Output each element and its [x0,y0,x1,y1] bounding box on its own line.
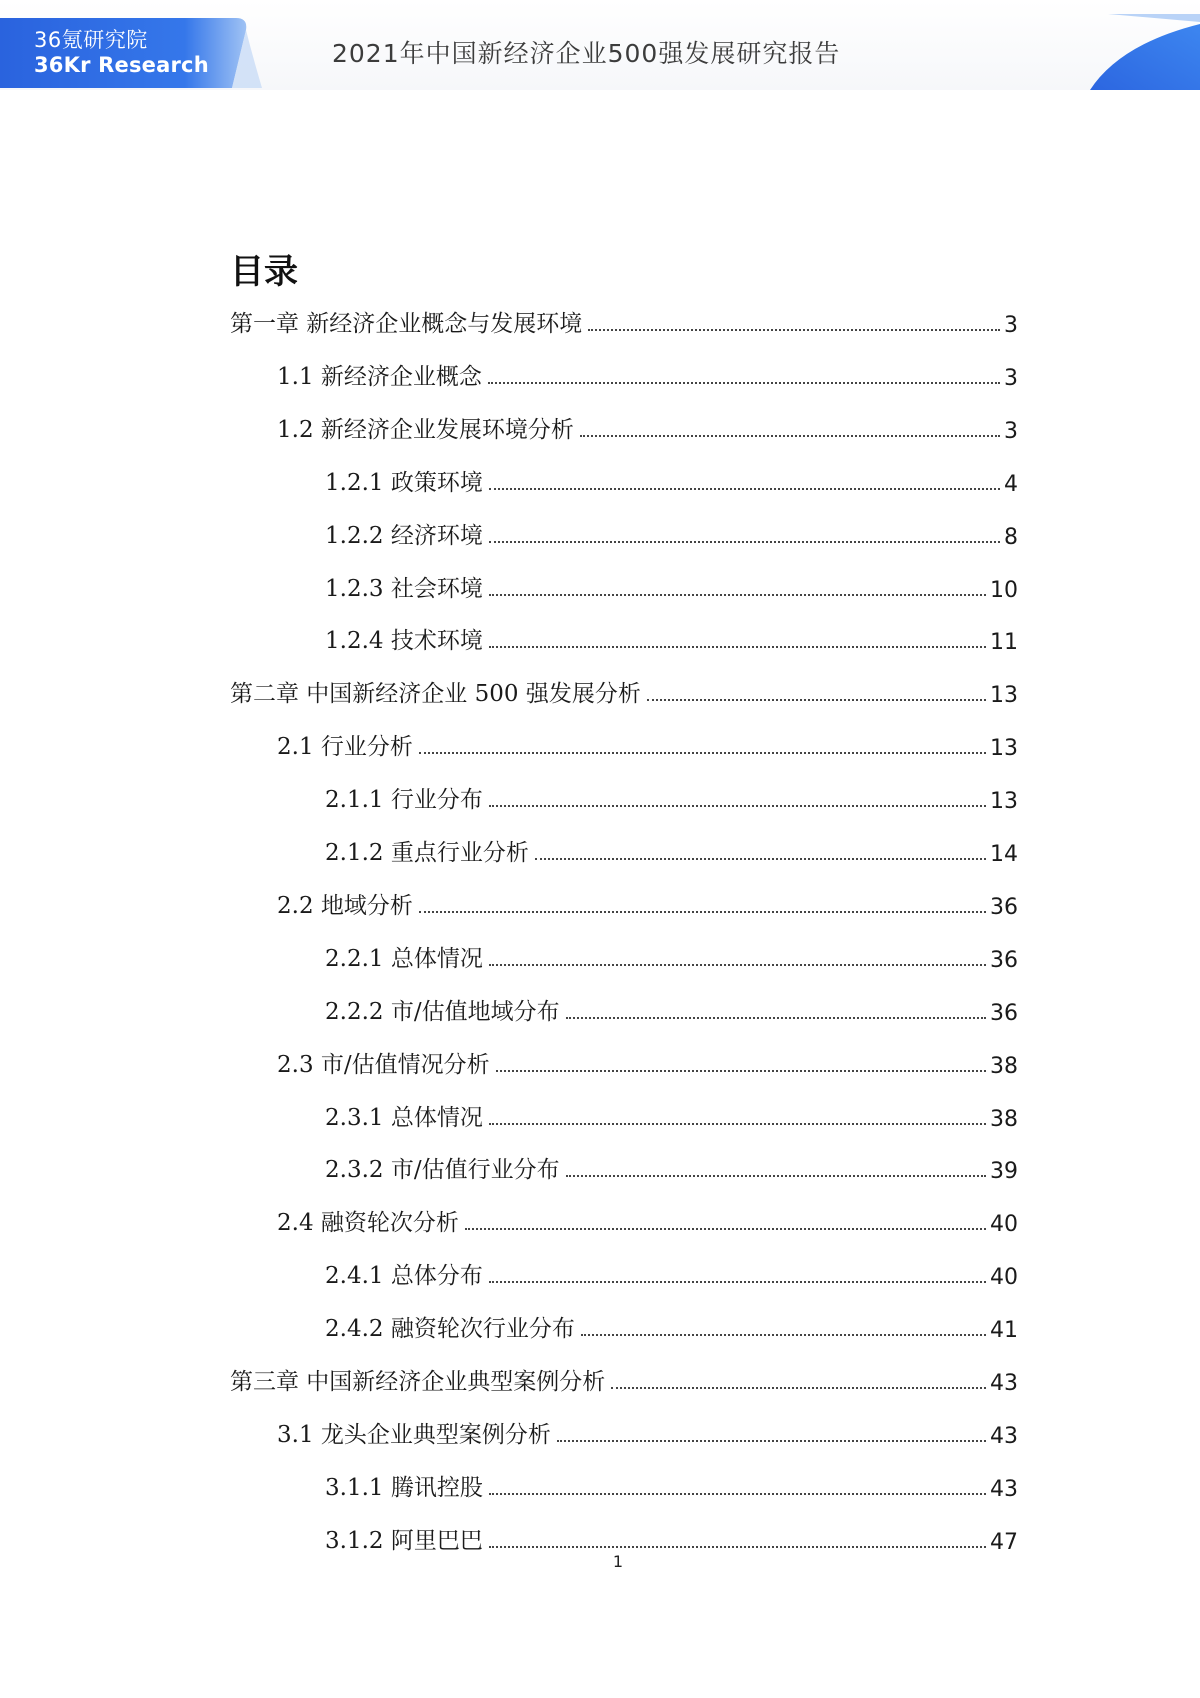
toc-entry-page: 38 [990,1053,1018,1079]
toc-entry-page: 41 [990,1318,1018,1344]
toc-entry[interactable] [277,880,1018,920]
toc-entry[interactable] [325,1250,1018,1290]
toc-entry-label: 2.4.2 融资轮次行业分布 [325,1316,575,1343]
toc-entry-label: 3.1 龙头企业典型案例分析 [277,1421,551,1448]
toc-entry[interactable] [325,563,1018,603]
logo-text [34,28,209,78]
toc-entry-label: 第三章 中国新经济企业典型案例分析 [230,1369,606,1395]
corner-decoration [1090,14,1200,90]
toc-dot-leader [489,1281,986,1283]
toc-entry-page: 13 [990,736,1018,762]
toc-entry[interactable] [277,1039,1018,1079]
toc-entry-label: 2.1 行业分析 [277,734,413,761]
toc-entry[interactable] [277,721,1018,761]
toc-entry[interactable] [325,457,1018,497]
toc-dot-leader [580,435,1000,437]
toc-dot-leader [535,858,986,860]
toc-entry[interactable] [325,774,1018,814]
toc-dot-leader [566,1175,986,1177]
toc-entry-label: 2.2.1 总体情况 [325,945,483,972]
toc-dot-leader [419,752,986,754]
report-title: 2021年中国新经济企业500强发展研究报告 [332,39,841,68]
toc-entry[interactable] [325,827,1018,867]
toc-entry-page: 40 [990,1212,1018,1238]
toc-entry-label: 第二章 中国新经济企业 500 强发展分析 [230,681,641,708]
toc-dot-leader [611,1387,986,1389]
toc-entry-label: 1.2 新经济企业发展环境分析 [277,416,574,443]
logo-badge [0,18,262,88]
toc-dot-leader [581,1334,986,1336]
page-header [0,0,1200,90]
toc-dot-leader [496,1070,986,1072]
toc-dot-leader [489,1123,986,1125]
toc-dot-leader [489,594,986,596]
toc-entry-page: 14 [990,842,1018,867]
toc-entry-page: 43 [990,1476,1018,1502]
toc-entry-label: 2.2 地域分析 [277,892,413,919]
toc-entry[interactable] [230,1356,1018,1396]
toc-dot-leader [465,1228,986,1230]
toc-entry[interactable] [325,933,1018,973]
toc-entry-label: 1.1 新经济企业概念 [277,363,482,390]
toc-entry-page: 36 [990,1000,1018,1026]
toc-entry-page: 13 [990,683,1018,709]
toc-dot-leader [419,911,986,913]
toc-entry-page: 43 [990,1423,1018,1449]
toc-entry-label: 1.2.1 政策环境 [325,469,483,496]
toc-entry-label: 2.1.2 重点行业分析 [325,840,529,866]
toc-entry-page: 3 [1004,418,1018,444]
toc-entry[interactable] [325,1092,1018,1132]
toc-dot-leader [488,382,1000,384]
toc-entry[interactable] [230,668,1018,708]
toc-entry-page: 40 [990,1265,1018,1291]
toc-entry[interactable] [277,1409,1018,1449]
toc-dot-leader [489,541,1000,543]
page-number: 1 [612,1552,624,1571]
toc-entry[interactable] [325,986,1018,1026]
toc-entry[interactable] [277,351,1018,391]
toc-dot-leader [489,1546,986,1548]
toc-entry-page: 3 [1004,313,1018,338]
toc-entry[interactable] [325,1144,1018,1184]
toc-dot-leader [489,1493,986,1495]
toc-entry-page: 10 [990,577,1018,603]
toc-entry-label: 2.3.1 总体情况 [325,1104,483,1131]
toc-dot-leader [489,964,986,966]
toc-entry-label: 2.4.1 总体分布 [325,1263,483,1290]
toc-entry-page: 4 [1004,471,1018,497]
toc-entry-page: 39 [990,1159,1018,1185]
toc-dot-leader [557,1440,986,1442]
toc-dot-leader [489,805,986,807]
toc-dot-leader [566,1017,986,1019]
toc-entry-label: 3.1.2 阿里巴巴 [325,1527,483,1554]
toc-heading: 目录 [230,252,298,292]
toc-dot-leader [588,329,1000,331]
toc-entry-page: 8 [1004,524,1018,550]
toc-entry-label: 1.2.4 技术环境 [325,628,483,655]
toc-dot-leader [489,646,986,648]
toc-entry-page: 13 [990,789,1018,815]
toc-entry[interactable] [325,510,1018,550]
toc-entry[interactable] [277,1197,1018,1237]
toc-entry-page: 43 [990,1371,1018,1396]
toc-dot-leader [647,699,986,701]
toc-entry[interactable] [277,404,1018,444]
toc-entry-label: 2.2.2 市/估值地域分布 [325,998,560,1025]
toc-entry[interactable] [230,298,1018,338]
toc-entry[interactable] [325,1515,1018,1555]
toc-entry-page: 11 [990,630,1018,656]
toc-entry[interactable] [325,615,1018,655]
toc-entry-label: 3.1.1 腾讯控股 [325,1474,483,1501]
toc-entry-page: 47 [990,1529,1018,1555]
toc-entry-label: 1.2.3 社会环境 [325,575,483,602]
toc-entry-page: 36 [990,947,1018,973]
toc-entry[interactable] [325,1303,1018,1343]
toc-entry-label: 2.4 融资轮次分析 [277,1210,459,1237]
toc-entry-label: 2.3.2 市/估值行业分布 [325,1157,560,1184]
toc-dot-leader [489,488,1000,490]
toc-entry-label: 1.2.2 经济环境 [325,522,483,549]
toc-entry-page: 3 [1004,365,1018,391]
toc-entry-page: 36 [990,894,1018,920]
logo-cn-text: 36氪研究院 [34,28,148,52]
toc-entry[interactable] [325,1462,1018,1502]
toc-entry-label: 第一章 新经济企业概念与发展环境 [230,311,583,337]
toc-entry-label: 2.1.1 行业分布 [325,787,483,814]
logo-en-text: 36Kr Research [34,53,209,77]
toc-entry-page: 38 [990,1106,1018,1132]
toc-entry-label: 2.3 市/估值情况分析 [277,1051,490,1078]
